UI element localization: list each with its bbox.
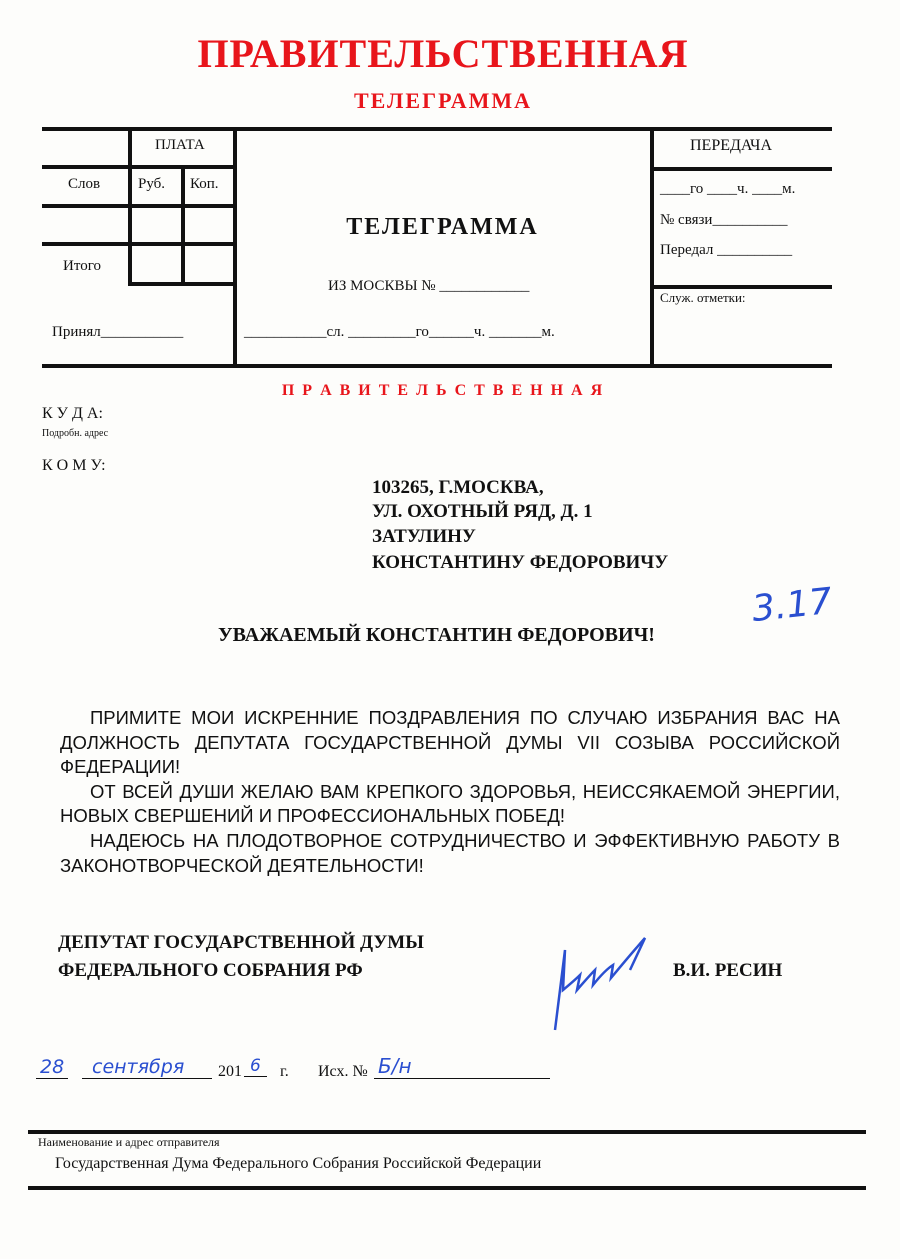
date-year-prefix: 201 <box>218 1063 242 1080</box>
greeting: УВАЖАЕМЫЙ КОНСТАНТИН ФЕДОРОВИЧ! <box>218 624 655 646</box>
address-line: УЛ. ОХОТНЫЙ РЯД, Д. 1 <box>372 501 593 522</box>
slov-label: Слов <box>68 176 101 192</box>
ref-value: Б/н <box>374 1054 550 1079</box>
plata-label: ПЛАТА <box>155 137 205 153</box>
address-line: КОНСТАНТИНУ ФЕДОРОВИЧУ <box>372 552 669 573</box>
sender-name: Государственная Дума Федерального Собрания Российской Федерации <box>55 1155 542 1172</box>
podrobn-label: Подробн. адрес <box>42 428 109 439</box>
signature-title-2: ФЕДЕРАЛЬНОГО СОБРАНИЯ РФ <box>58 960 363 981</box>
signature-image <box>535 930 685 1040</box>
handwritten-annotation: 3.17 <box>750 580 835 631</box>
itogo-label: Итого <box>63 258 101 274</box>
rub-label: Руб. <box>138 176 166 192</box>
signer-name: В.И. РЕСИН <box>673 960 783 981</box>
prinyal-field: Принял___________ <box>52 324 184 340</box>
kuda-label: К У Д А: <box>42 405 103 422</box>
address-line: ЗАТУЛИНУ <box>372 526 476 547</box>
ref-label: Исх. № <box>318 1063 368 1080</box>
sender-label: Наименование и адрес отправителя <box>38 1135 220 1149</box>
time-field: ___________сл. _________го______ч. _______м. <box>244 324 555 340</box>
paragraph: ПРИМИТЕ МОИ ИСКРЕННИЕ ПОЗДРАВЛЕНИЯ ПО СЛУЧАЮ ИЗБРАНИЯ ВАС НА ДОЛЖНОСТЬ ДЕПУТАТА ГОСУДАРСТВЕННОЙ ДУМЫ VII СОЗЫВА РОССИЙСКОЙ ФЕДЕРАЦИИ! <box>60 707 840 778</box>
band-label: П Р А В И Т Е Л Ь С Т В Е Н Н А Я <box>281 382 605 399</box>
center-title: ТЕЛЕГРАММА <box>346 214 539 240</box>
header-subtitle: ТЕЛЕГРАММА <box>353 88 533 113</box>
paragraph: ОТ ВСЕЙ ДУШИ ЖЕЛАЮ ВАМ КРЕПКОГО ЗДОРОВЬЯ, НЕИССЯКАЕМОЙ ЭНЕРГИИ, НОВЫХ СВЕРШЕНИЙ И ПРОФЕССИОНАЛЬНЫХ ПОБЕД! <box>60 780 840 827</box>
peredal-field: Передал __________ <box>660 242 793 258</box>
paragraph: НАДЕЮСЬ НА ПЛОДОТВОРНОЕ СОТРУДНИЧЕСТВО И ЭФФЕКТИВНУЮ РАБОТУ В ЗАКОНОТВОРЧЕСКОЙ ДЕЯТЕЛЬНОСТИ! <box>60 829 840 876</box>
peredacha-time-field: ____го ____ч. ____м. <box>660 181 796 197</box>
kop-label: Коп. <box>190 176 219 192</box>
peredacha-label: ПЕРЕДАЧА <box>690 137 772 154</box>
address-line: 103265, Г.МОСКВА, <box>372 477 544 498</box>
date-year-suffix: г. <box>280 1063 289 1080</box>
signature-title-1: ДЕПУТАТ ГОСУДАРСТВЕННОЙ ДУМЫ <box>58 932 424 953</box>
header-title: ПРАВИТЕЛЬСТВЕННАЯ <box>197 31 689 76</box>
svyazi-field: № связи__________ <box>660 212 788 228</box>
komu-label: К О М У: <box>42 457 106 474</box>
sluzh-label: Служ. отметки: <box>660 290 746 305</box>
date-month: сентября <box>82 1056 212 1079</box>
date-year-digit: 6 <box>244 1056 267 1077</box>
letter-body <box>60 706 840 878</box>
from-moscow-field: ИЗ МОСКВЫ № ____________ <box>328 278 530 294</box>
date-day: 28 <box>36 1056 68 1079</box>
